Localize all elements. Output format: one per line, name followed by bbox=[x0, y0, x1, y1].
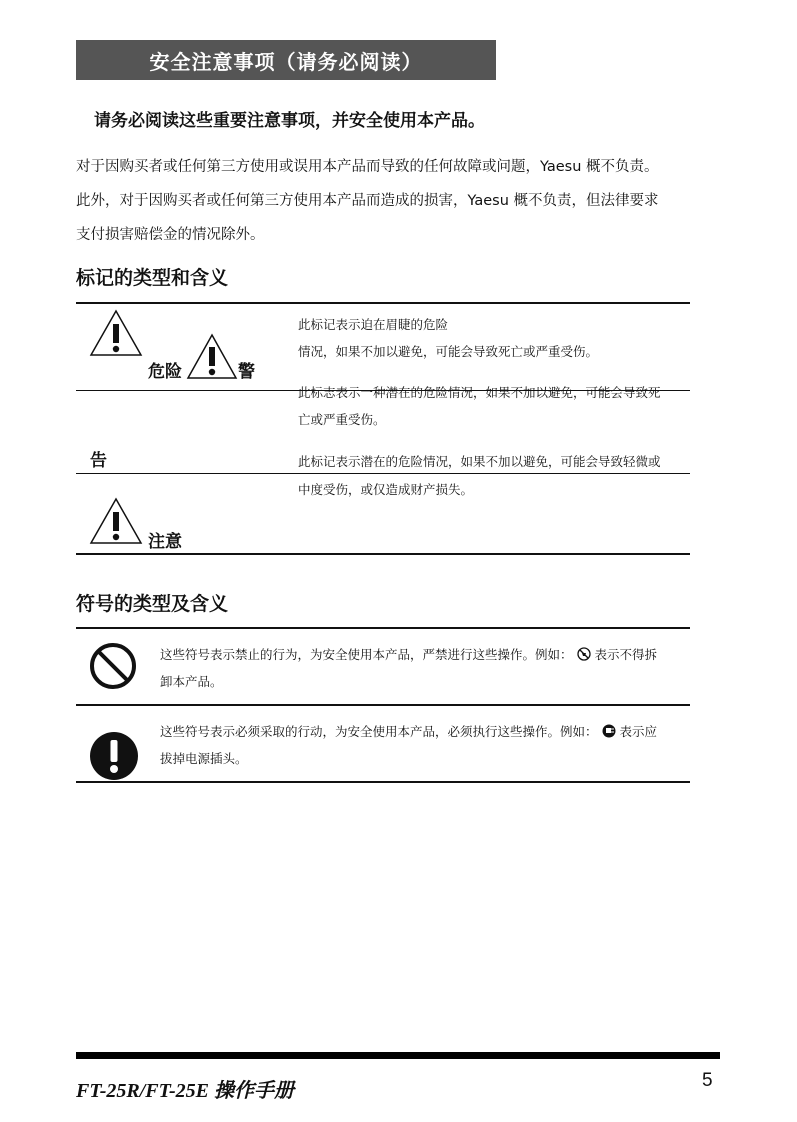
symbols-heading: 符号的类型及含义 bbox=[76, 593, 229, 615]
marks-table-bottom-rule bbox=[76, 553, 690, 555]
danger-desc-line-1: 此标记表示迫在眉睫的危险 bbox=[298, 317, 449, 332]
intro-line-3: 支付损害赔偿金的情况除外。 bbox=[76, 227, 265, 243]
mandatory-desc-line-2: 拔掉电源插头。 bbox=[160, 751, 248, 766]
no-disassembly-icon bbox=[577, 647, 591, 661]
symbols-table-top-rule bbox=[76, 627, 690, 629]
marks-table-rule-2 bbox=[76, 473, 690, 474]
warning-label-part2: 告 bbox=[90, 451, 107, 471]
marks-table-top-rule bbox=[76, 302, 690, 304]
mandatory-desc-text-a: 这些符号表示必须采取的行动，为安全使用本产品，必须执行这些操作。例如： bbox=[160, 724, 598, 739]
unplug-icon bbox=[602, 724, 616, 738]
mandatory-desc-line-1 bbox=[160, 722, 657, 740]
footer-model-title: FT-25R/FT-25E 操作手册 bbox=[76, 1080, 294, 1102]
marks-heading: 标记的类型和含义 bbox=[76, 267, 229, 289]
warning-desc-line-2: 亡或严重受伤。 bbox=[298, 412, 386, 427]
caution-label: 注意 bbox=[148, 532, 182, 552]
intro-line-1: 对于因购买者或任何第三方使用或误用本产品而导致的任何故障或问题，Yaesu 概不负责。 bbox=[76, 159, 659, 175]
symbols-table-mid-rule bbox=[76, 704, 690, 706]
warning-desc-line-1: 此标志表示一种潜在的危险情况，如果不加以避免，可能会导致死 bbox=[298, 385, 661, 400]
warning-label-part1: 警 bbox=[238, 362, 255, 382]
warning-triangle-icon bbox=[186, 333, 238, 380]
mandatory-desc-text-b: 表示应 bbox=[619, 724, 657, 739]
prohibit-desc-line-2: 卸本产品。 bbox=[160, 674, 223, 689]
danger-warning-triangle-icon bbox=[89, 309, 143, 357]
prohibit-desc-line-1 bbox=[160, 645, 657, 663]
footer-rule bbox=[76, 1052, 720, 1059]
prohibit-desc-text-a: 这些符号表示禁止的行为，为安全使用本产品，严禁进行这些操作。例如： bbox=[160, 647, 573, 662]
section-title: 安全注意事项（请务必阅读） bbox=[76, 40, 496, 80]
caution-desc-line-2: 中度受伤，或仅造成财产损失。 bbox=[298, 482, 474, 497]
danger-label: 危险 bbox=[148, 362, 182, 382]
caution-triangle-icon bbox=[89, 497, 143, 545]
prohibit-desc-text-b: 表示不得拆 bbox=[594, 647, 657, 662]
prohibited-icon bbox=[89, 642, 137, 690]
symbols-table-bottom-rule bbox=[76, 781, 690, 783]
danger-desc-line-2: 情况，如果不加以避免，可能会导致死亡或严重受伤。 bbox=[298, 344, 599, 359]
mandatory-action-icon bbox=[89, 731, 139, 781]
intro-line-2: 此外，对于因购买者或任何第三方使用本产品而造成的损害，Yaesu 概不负责，但法律要求 bbox=[76, 193, 659, 209]
caution-desc-line-1: 此标记表示潜在的危险情况，如果不加以避免，可能会导致轻微或 bbox=[298, 454, 661, 469]
page-number: 5 bbox=[702, 1070, 713, 1091]
subtitle: 请务必阅读这些重要注意事项，并安全使用本产品。 bbox=[94, 111, 485, 131]
